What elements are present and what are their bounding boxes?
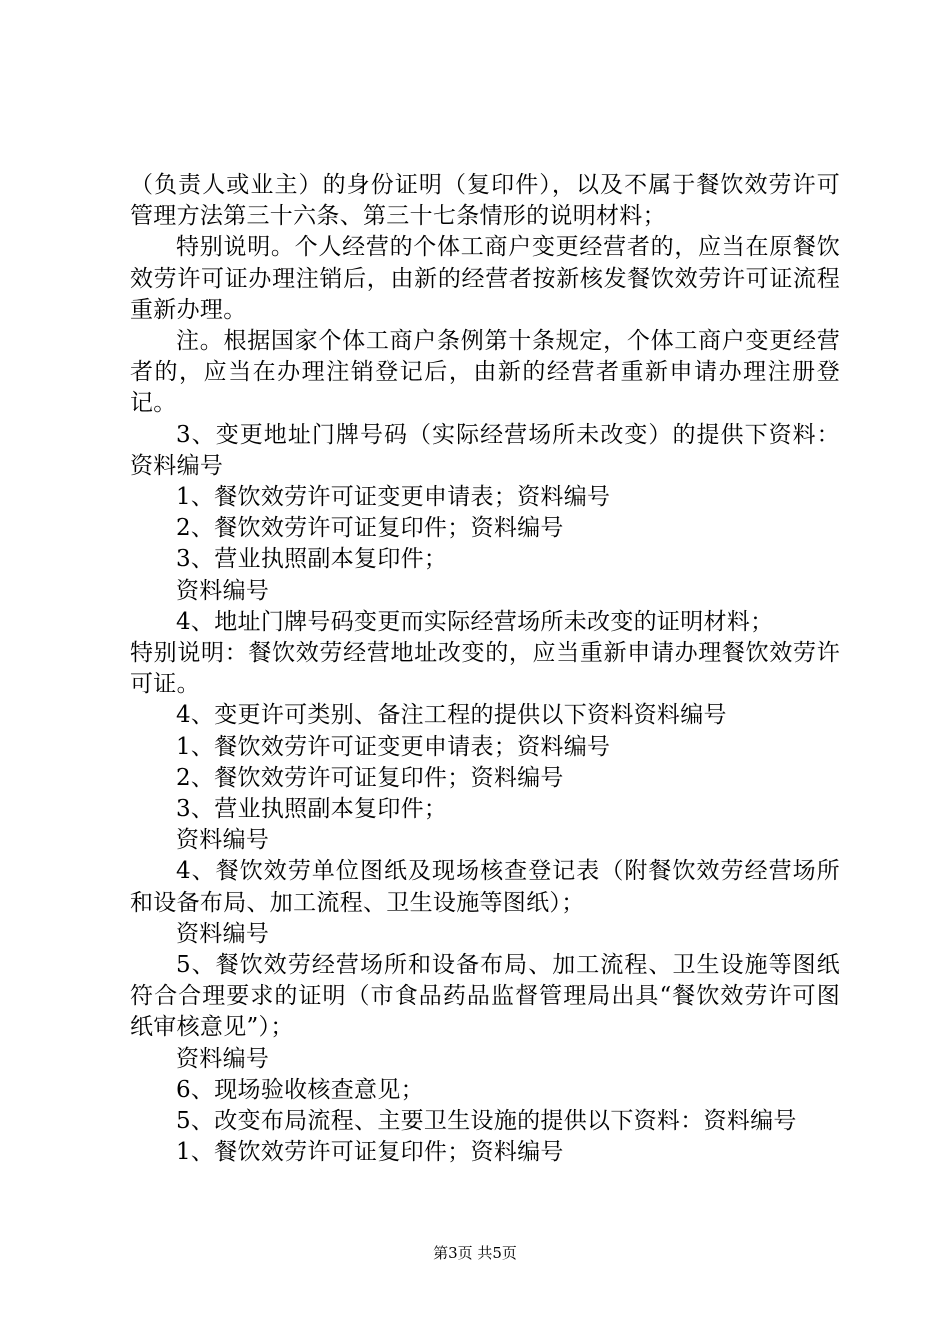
paragraph-18: 5、餐饮效劳经营场所和设备布局、加工流程、卫生设施等图纸符合合理要求的证明（市食品药品监督管理局出具“餐饮效劳许可图纸审核意见”）；	[130, 952, 840, 1041]
paragraph-3: 注。根据国家个体工商户条例第十条规定，个体工商户变更经营者的，应当在办理注销登记后，由新的经营者重新申请办理注册登记。	[130, 328, 840, 417]
paragraph-4: 3、变更地址门牌号码（实际经营场所未改变）的提供下资料：资料编号	[130, 421, 840, 479]
paragraph-19: 资料编号	[176, 1045, 270, 1072]
paragraph-22: 1、餐饮效劳许可证复印件；资料编号	[176, 1139, 564, 1166]
page-number-footer: 第3页 共5页	[433, 1244, 517, 1262]
paragraph-17: 资料编号	[176, 920, 270, 947]
paragraph-10: 特别说明：餐饮效劳经营地址改变的，应当重新申请办理餐饮效劳许可证。	[130, 640, 840, 698]
paragraph-16: 4、餐饮效劳单位图纸及现场核查登记表（附餐饮效劳经营场所和设备布局、加工流程、卫生设施等图纸）；	[130, 858, 840, 916]
paragraph-7: 3、营业执照副本复印件；	[176, 546, 448, 573]
paragraph-12: 1、餐饮效劳许可证变更申请表；资料编号	[176, 733, 611, 760]
document-body	[130, 170, 840, 1169]
paragraph-11: 4、变更许可类别、备注工程的提供以下资料资料编号	[176, 702, 727, 729]
paragraph-14: 3、营业执照副本复印件；	[176, 796, 448, 823]
paragraph-9: 4、地址门牌号码变更而实际经营场所未改变的证明材料；	[176, 608, 774, 635]
paragraph-6: 2、餐饮效劳许可证复印件；资料编号	[176, 515, 564, 542]
paragraph-20: 6、现场验收核查意见；	[176, 1076, 424, 1103]
paragraph-5: 1、餐饮效劳许可证变更申请表；资料编号	[176, 484, 611, 511]
paragraph-1: （负责人或业主）的身份证明（复印件），以及不属于餐饮效劳许可管理方法第三十六条、第三十七条情形的说明材料；	[130, 172, 840, 230]
paragraph-8: 资料编号	[176, 577, 270, 604]
paragraph-15: 资料编号	[176, 827, 270, 854]
paragraph-21: 5、改变布局流程、主要卫生设施的提供以下资料：资料编号	[176, 1108, 797, 1135]
paragraph-13: 2、餐饮效劳许可证复印件；资料编号	[176, 764, 564, 791]
paragraph-2: 特别说明。个人经营的个体工商户变更经营者的，应当在原餐饮效劳许可证办理注销后，由新的经营者按新核发餐饮效劳许可证流程重新办理。	[130, 234, 840, 323]
